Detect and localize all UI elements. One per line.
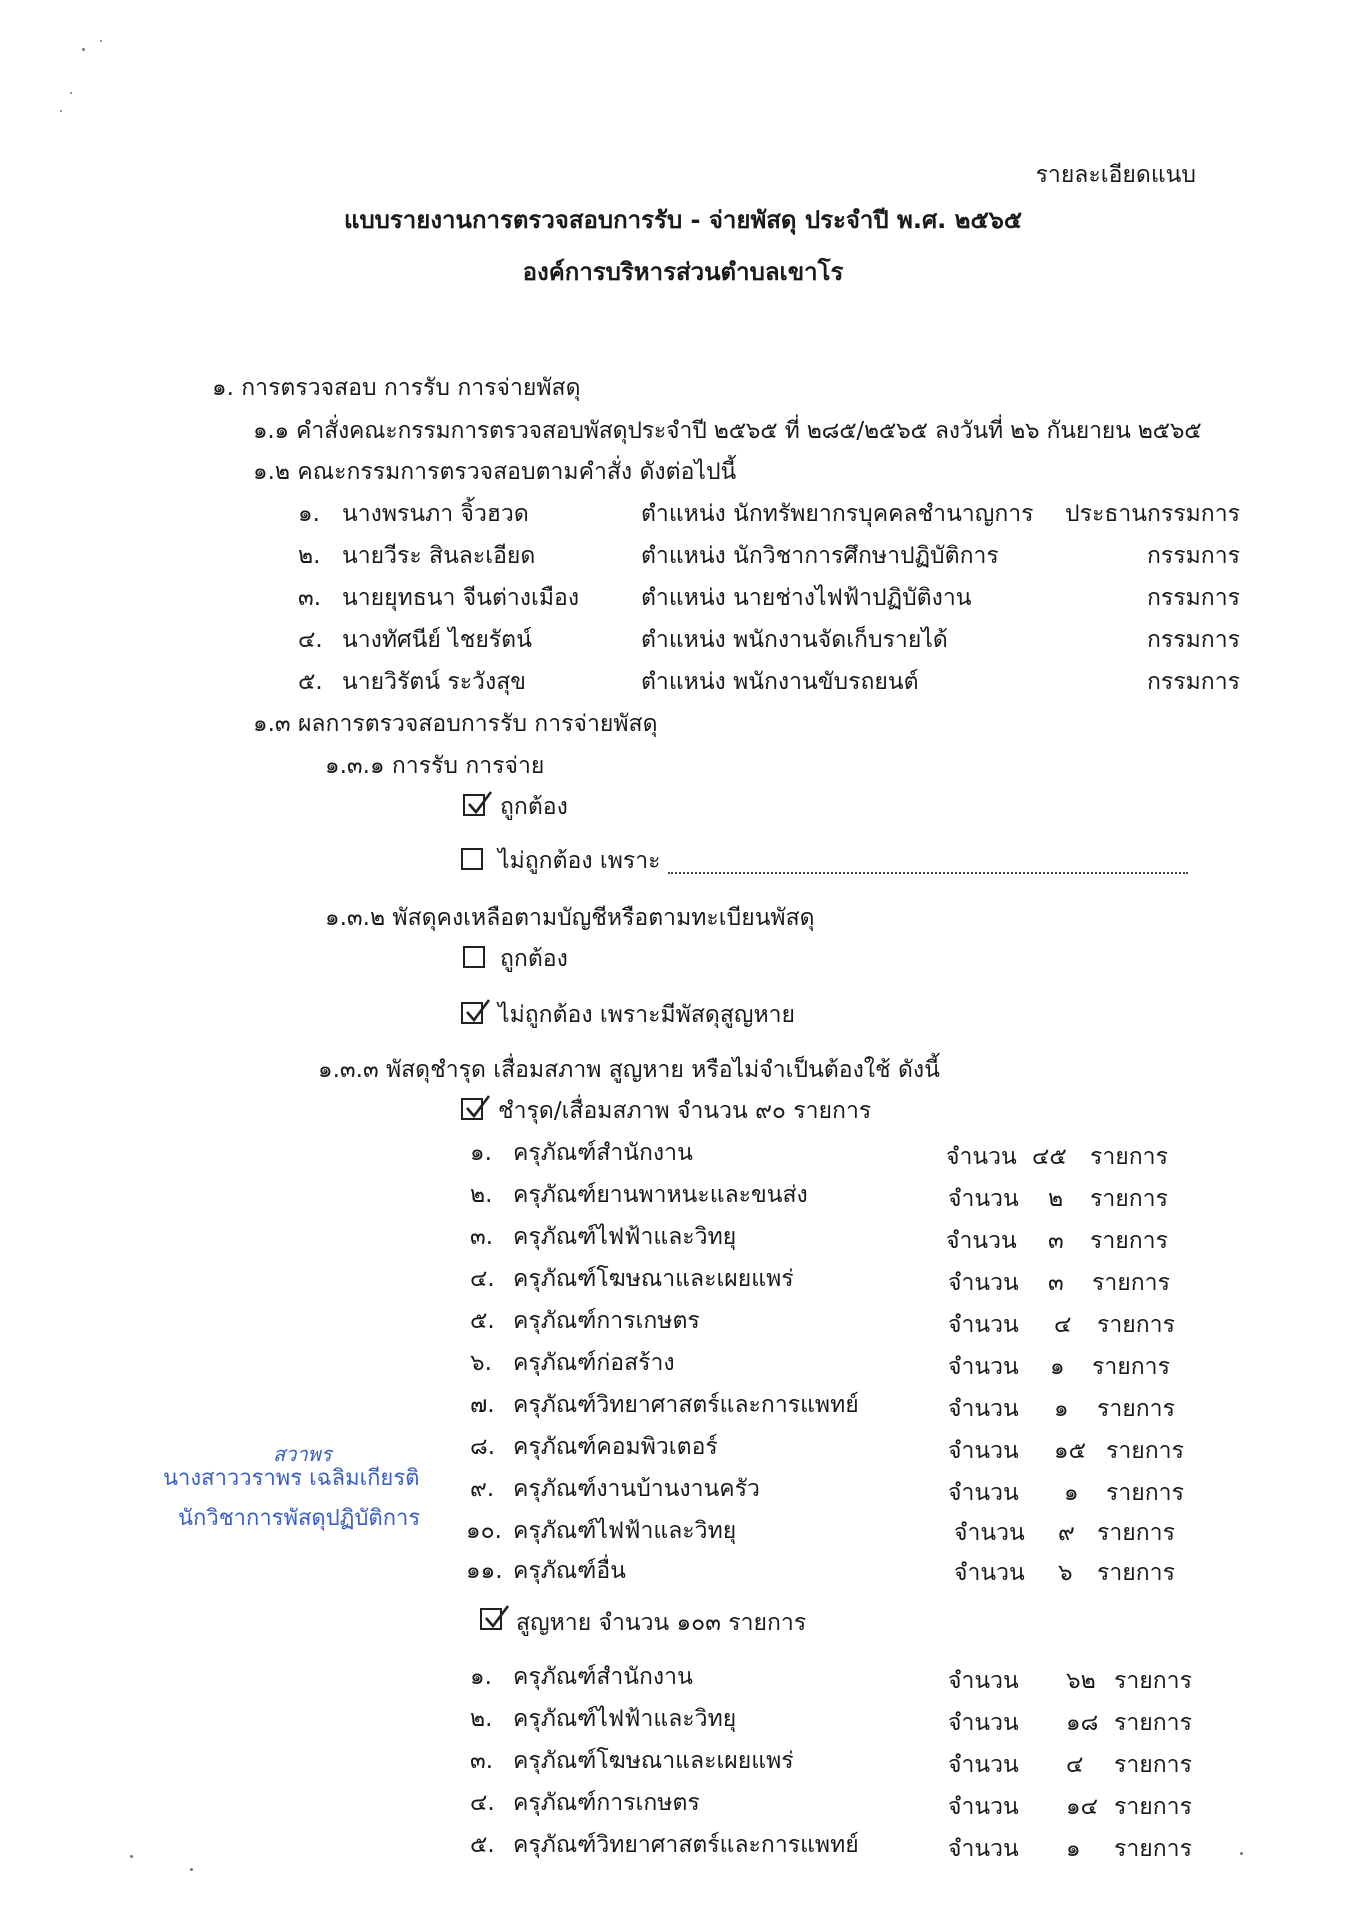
item-count-label: จำนวน — [954, 1560, 1025, 1586]
item-count-label: จำนวน — [946, 1144, 1017, 1170]
reason-blank-line — [668, 872, 1188, 874]
stamp-title: นักวิชาการพัสดุปฏิบัติการ — [178, 1506, 421, 1531]
item-count-label: จำนวน — [948, 1752, 1019, 1778]
item-count-label: จำนวน — [946, 1228, 1017, 1254]
item-number: ๑. — [470, 1664, 492, 1690]
report-title: แบบรายงานการตรวจสอบการรับ - จ่ายพัสดุ ประจำปี พ.ศ. ๒๕๖๕ — [343, 206, 1023, 234]
item-unit: รายการ — [1114, 1668, 1192, 1694]
item-number: ๗. — [470, 1392, 495, 1418]
item-count-label: จำนวน — [948, 1794, 1019, 1820]
item-count: ๑ — [1064, 1480, 1079, 1506]
item-count: ๒ — [1048, 1186, 1064, 1212]
item-unit: รายการ — [1092, 1354, 1170, 1380]
incorrect-checkbox[interactable] — [461, 848, 483, 870]
member-role: ประธานกรรมการ — [1065, 501, 1240, 527]
item-unit: รายการ — [1106, 1480, 1184, 1506]
item-name: ครุภัณฑ์ยานพาหนะและขนส่ง — [513, 1182, 808, 1208]
item-count: ๑๔ — [1066, 1794, 1099, 1820]
item-count: ๙ — [1058, 1520, 1075, 1546]
item-name: ครุภัณฑ์วิทยาศาสตร์และการแพทย์ — [513, 1392, 859, 1418]
item-name: ครุภัณฑ์โฆษณาและเผยแพร่ — [513, 1748, 794, 1774]
member-name: นายวีระ สินละเอียด — [342, 543, 536, 569]
item-count-label: จำนวน — [948, 1354, 1019, 1380]
damaged-checkbox-checked[interactable] — [461, 1098, 483, 1120]
member-role: กรรมการ — [1147, 543, 1240, 569]
member-name: นายวิรัตน์ ระวังสุข — [342, 669, 526, 695]
item-unit: รายการ — [1090, 1228, 1168, 1254]
item-unit: รายการ — [1114, 1794, 1192, 1820]
item-number: ๙. — [470, 1476, 495, 1502]
item-count: ๖ — [1058, 1560, 1073, 1586]
member-role: กรรมการ — [1147, 585, 1240, 611]
item-name: ครุภัณฑ์โฆษณาและเผยแพร่ — [513, 1266, 794, 1292]
item-number: ๑๑. — [466, 1558, 503, 1584]
member-position: ตำแหน่ง นักทรัพยากรบุคคลชำนาญการ — [641, 501, 1034, 527]
organization-name: องค์การบริหารส่วนตำบลเขาโร — [522, 258, 844, 286]
checkmark-icon — [465, 790, 493, 818]
item-unit: รายการ — [1114, 1752, 1192, 1778]
checkmark-icon — [463, 1094, 491, 1122]
item-count-label: จำนวน — [948, 1396, 1019, 1422]
receive-issue-heading: ๑.๓.๑ การรับ การจ่าย — [325, 753, 545, 779]
stock-incorrect-checkbox-checked[interactable] — [461, 1002, 483, 1024]
item-count: ๑๘ — [1066, 1710, 1099, 1736]
lost-summary: สูญหาย จำนวน ๑๐๓ รายการ — [516, 1610, 807, 1636]
item-count: ๖๒ — [1066, 1668, 1096, 1694]
item-name: ครุภัณฑ์คอมพิวเตอร์ — [513, 1434, 718, 1460]
checkmark-icon — [482, 1604, 510, 1632]
member-name: นายยุทธนา จีนต่างเมือง — [342, 585, 580, 611]
member-position: ตำแหน่ง พนักงานจัดเก็บรายได้ — [641, 627, 948, 653]
item-count-label: จำนวน — [948, 1836, 1019, 1862]
item-unit: รายการ — [1092, 1270, 1170, 1296]
member-role: กรรมการ — [1147, 669, 1240, 695]
item-name: ครุภัณฑ์การเกษตร — [513, 1308, 700, 1334]
item-count-label: จำนวน — [954, 1520, 1025, 1546]
item-number: ๖. — [470, 1350, 492, 1376]
item-count-label: จำนวน — [948, 1312, 1019, 1338]
item-name: ครุภัณฑ์การเกษตร — [513, 1790, 700, 1816]
item-number: ๔. — [470, 1790, 495, 1816]
receive-incorrect-label: ไม่ถูกต้อง เพราะ — [498, 848, 661, 874]
item-count-label: จำนวน — [948, 1186, 1019, 1212]
item-number: ๔. — [470, 1266, 495, 1292]
item-number: ๓. — [470, 1748, 494, 1774]
item-unit: รายการ — [1097, 1396, 1175, 1422]
item-count: ๓ — [1048, 1270, 1064, 1296]
item-unit: รายการ — [1097, 1520, 1175, 1546]
stamp-name: นางสาววราพร เฉลิมเกียรติ — [163, 1466, 420, 1491]
stock-incorrect-label: ไม่ถูกต้อง เพราะมีพัสดุสูญหาย — [498, 1002, 796, 1028]
item-count: ๑ — [1050, 1354, 1065, 1380]
member-number: ๔. — [298, 627, 323, 653]
item-name: ครุภัณฑ์อื่น — [513, 1558, 626, 1584]
item-name: ครุภัณฑ์งานบ้านงานครัว — [513, 1476, 760, 1502]
member-position: ตำแหน่ง นักวิชาการศึกษาปฏิบัติการ — [641, 543, 999, 569]
item-name: ครุภัณฑ์วิทยาศาสตร์และการแพทย์ — [513, 1832, 859, 1858]
results-heading: ๑.๓ ผลการตรวจสอบการรับ การจ่ายพัสดุ — [253, 711, 658, 737]
section-heading: ๑. การตรวจสอบ การรับ การจ่ายพัสดุ — [212, 375, 581, 401]
handwritten-signature: สวาพร — [273, 1442, 332, 1466]
correct-checkbox-checked[interactable] — [463, 794, 485, 816]
stock-correct-label: ถูกต้อง — [500, 946, 568, 972]
item-count-label: จำนวน — [948, 1438, 1019, 1464]
member-number: ๓. — [298, 585, 322, 611]
item-number: ๑๐. — [466, 1518, 502, 1544]
item-count-label: จำนวน — [948, 1480, 1019, 1506]
member-name: นางทัศนีย์ ไชยรัตน์ — [342, 627, 532, 653]
item-unit: รายการ — [1097, 1560, 1175, 1586]
item-count: ๑ — [1066, 1836, 1081, 1862]
item-count: ๔๕ — [1032, 1144, 1067, 1170]
member-role: กรรมการ — [1147, 627, 1240, 653]
committee-heading: ๑.๒ คณะกรรมการตรวจสอบตามคำสั่ง ดังต่อไปนี้ — [253, 459, 737, 485]
item-count: ๔ — [1066, 1752, 1084, 1778]
checkmark-icon — [463, 998, 491, 1026]
damaged-summary: ชำรุด/เสื่อมสภาพ จำนวน ๙๐ รายการ — [498, 1098, 872, 1124]
item-count-label: จำนวน — [948, 1668, 1019, 1694]
receive-correct-label: ถูกต้อง — [500, 794, 568, 820]
stock-correct-checkbox[interactable] — [463, 946, 485, 968]
item-name: ครุภัณฑ์ไฟฟ้าและวิทยุ — [513, 1224, 737, 1250]
lost-checkbox-checked[interactable] — [480, 1608, 502, 1630]
remaining-stock-heading: ๑.๓.๒ พัสดุคงเหลือตามบัญชีหรือตามทะเบียนพัสดุ — [325, 905, 815, 931]
item-number: ๒. — [470, 1706, 493, 1732]
item-number: ๑. — [470, 1140, 492, 1166]
item-number: ๕. — [470, 1308, 495, 1334]
member-position: ตำแหน่ง นายช่างไฟฟ้าปฏิบัติงาน — [641, 585, 972, 611]
member-number: ๒. — [298, 543, 321, 569]
member-position: ตำแหน่ง พนักงานขับรถยนต์ — [641, 669, 919, 695]
member-number: ๕. — [298, 669, 323, 695]
item-number: ๒. — [470, 1182, 493, 1208]
item-number: ๓. — [470, 1224, 494, 1250]
order-reference: ๑.๑ คำสั่งคณะกรรมการตรวจสอบพัสดุประจำปี ๒๕๖๕ ที่ ๒๘๕/๒๕๖๕ ลงวันที่ ๒๖ กันยายน ๒๕๖๕ — [253, 418, 1202, 444]
member-name: นางพรนภา จิ้วฮวด — [342, 501, 529, 527]
item-name: ครุภัณฑ์ก่อสร้าง — [513, 1350, 675, 1376]
item-unit: รายการ — [1114, 1710, 1192, 1736]
item-name: ครุภัณฑ์ไฟฟ้าและวิทยุ — [513, 1518, 737, 1544]
member-number: ๑. — [298, 501, 320, 527]
item-count: ๔ — [1054, 1312, 1072, 1338]
item-unit: รายการ — [1090, 1144, 1168, 1170]
item-count-label: จำนวน — [948, 1270, 1019, 1296]
item-count: ๑ — [1054, 1396, 1069, 1422]
item-unit: รายการ — [1106, 1438, 1184, 1464]
item-count: ๓ — [1048, 1228, 1064, 1254]
item-unit: รายการ — [1097, 1312, 1175, 1338]
item-unit: รายการ — [1090, 1186, 1168, 1212]
item-count-label: จำนวน — [948, 1710, 1019, 1736]
item-number: ๕. — [470, 1832, 495, 1858]
damaged-lost-heading: ๑.๓.๓ พัสดุชำรุด เสื่อมสภาพ สูญหาย หรือไม่จำเป็นต้องใช้ ดังนี้ — [318, 1057, 940, 1083]
item-name: ครุภัณฑ์สำนักงาน — [513, 1140, 693, 1166]
item-unit: รายการ — [1114, 1836, 1192, 1862]
attachment-note: รายละเอียดแนบ — [1035, 162, 1196, 188]
item-number: ๘. — [470, 1434, 496, 1460]
item-name: ครุภัณฑ์ไฟฟ้าและวิทยุ — [513, 1706, 737, 1732]
item-name: ครุภัณฑ์สำนักงาน — [513, 1664, 693, 1690]
item-count: ๑๕ — [1054, 1438, 1087, 1464]
